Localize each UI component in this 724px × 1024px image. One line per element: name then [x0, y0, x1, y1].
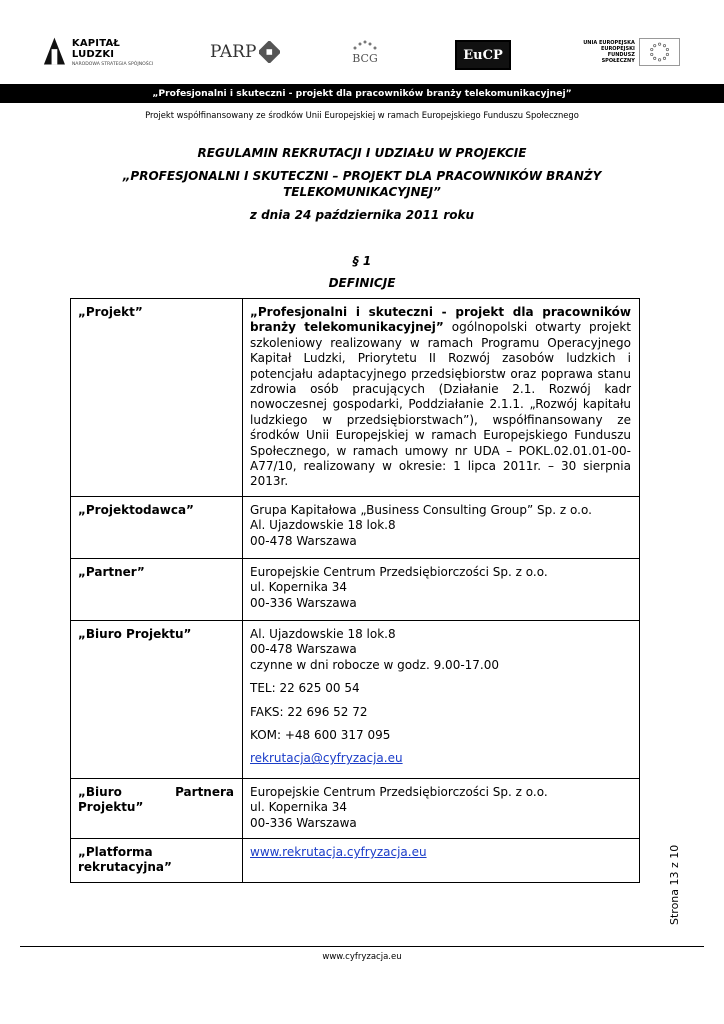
biuro-faks: FAKS: 22 696 52 72: [250, 704, 368, 719]
kapital-ludzki-subtitle: NARODOWA STRATEGIA SPÓJNOŚCI: [71, 61, 154, 67]
eu-flag-icon: [639, 38, 680, 66]
desc-biuro-projektu: [243, 621, 640, 779]
term-projektodawca: „Projektodawca”: [71, 497, 243, 559]
desc-partner: [243, 559, 640, 621]
page-number: Strona 13 z 10: [668, 844, 681, 925]
biuro-hours: czynne w dni robocze w godz. 9.00-17.00: [250, 657, 500, 672]
projektodawca-line2: Al. Ujazdowskie 18 lok.8: [250, 518, 396, 533]
table-row: [71, 839, 640, 883]
partner-line1: Europejskie Centrum Przedsiębiorczości Sp. z o.o.: [250, 565, 548, 579]
bcg-logo: [340, 30, 390, 74]
projektodawca-line1: Grupa Kapitałowa „Business Consulting Group” Sp. z o.o.: [250, 503, 592, 517]
table-row: [71, 299, 640, 497]
term-partner: „Partner”: [71, 559, 243, 621]
bcg-stars-icon: [350, 40, 380, 52]
table-row: [71, 779, 640, 839]
cofinancing-note: Projekt współfinansowany ze środków Unii Europejskiej w ramach Europejskiego Funduszu Społecznego: [145, 110, 579, 120]
projektodawca-line3: 00-478 Warszawa: [250, 533, 357, 548]
definitions-table: [70, 298, 640, 883]
project-description: ogólnopolski otwarty projekt szkoleniowy realizowany w ramach Programu Operacyjnego Kapitał Ludzki, Priorytetu II Rozwój zasobów ludzkich i potencjału adaptacyjnego przedsiębiorstw oraz poprawa stanu zdrowia osób pracujących (Działanie 2.1. Rozwój kadr nowoczesnej gospodarki, Poddziałanie 2.1.1. „Rozwój kapitału ludzkiego w przedsiębiorstwach”), współfinansowany ze środków Unii Europejskiej w ramach Europejskiego Funduszu Społecznego, w ramach umowy nr UDA – POKL.02.01.01-00-A77/10, realizowany w okresie: 1 lipca 2011r. – 30 sierpnia 2013r.: [250, 320, 631, 489]
project-name-bold: „Profesjonalni i skuteczni - projekt dla pracowników branży telekomunikacyjnej”: [250, 305, 631, 335]
ue-line1: UNIA EUROPEJSKA: [583, 40, 635, 46]
kapital-ludzki-logo: [42, 30, 162, 74]
table-row: [71, 497, 640, 559]
partner-line2: ul. Kopernika 34: [250, 580, 348, 595]
kapital-ludzki-title: KAPITAŁ LUDZKI: [71, 37, 121, 60]
eucp-text: EuCP: [463, 47, 503, 63]
table-row: [71, 621, 640, 779]
project-name-line2: TELEKOMUNIKACYJNEJ”: [283, 185, 441, 199]
term-biuro-partnera-word2: Partnera: [175, 785, 234, 799]
bcg-text: BCG: [352, 51, 378, 65]
desc-platforma: [243, 839, 640, 883]
platforma-url-link[interactable]: www.rekrutacja.cyfryzacja.eu: [250, 845, 427, 859]
ue-line2: EUROPEJSKI: [600, 46, 635, 52]
eucp-logo: [455, 40, 511, 70]
section-name: DEFINICJE: [328, 276, 396, 290]
term-biuro-projektu: „Biuro Projektu”: [71, 621, 243, 779]
partner-line3: 00-336 Warszawa: [250, 595, 357, 610]
regulation-title: REGULAMIN REKRUTACJI I UDZIAŁU W PROJEKCIE: [197, 146, 527, 160]
biuro-email-link[interactable]: rekrutacja@cyfryzacja.eu: [250, 751, 403, 766]
term-projekt: „Projekt”: [71, 299, 243, 497]
biuro-kom: KOM: +48 600 317 095: [250, 728, 391, 743]
desc-projekt: [243, 299, 640, 497]
term-platforma-word1: „Platforma: [78, 845, 153, 859]
biuro-partnera-line2: ul. Kopernika 34: [250, 800, 348, 815]
logo-strip: [0, 30, 724, 78]
footer-url: www.cyfryzacja.eu: [322, 952, 402, 962]
biuro-tel: TEL: 22 625 00 54: [250, 681, 360, 696]
desc-biuro-partnera: [243, 779, 640, 839]
footer-divider: [20, 946, 704, 947]
term-biuro-partnera: [71, 779, 243, 839]
biuro-partnera-line3: 00-336 Warszawa: [250, 815, 357, 830]
biuro-partnera-line1: Europejskie Centrum Przedsiębiorczości Sp. z o.o.: [250, 785, 548, 799]
desc-projektodawca: [243, 497, 640, 559]
term-platforma-word2: rekrutacyjna”: [78, 860, 172, 875]
parp-logo: [210, 30, 280, 74]
term-biuro-partnera-word3: Projektu”: [78, 800, 144, 815]
regulation-date: z dnia 24 października 2011 roku: [249, 208, 475, 222]
ue-line3: FUNDUSZ SPOŁECZNY: [601, 52, 635, 64]
biuro-line1: Al. Ujazdowskie 18 lok.8: [250, 627, 396, 641]
biuro-line2: 00-478 Warszawa: [250, 642, 357, 657]
term-biuro-partnera-word1: „Biuro: [78, 785, 122, 799]
parp-emblem-icon: [259, 41, 280, 63]
parp-text: PARP: [210, 42, 257, 62]
kapital-ludzki-emblem-icon: [42, 35, 67, 69]
table-row: [71, 559, 640, 621]
term-platforma: [71, 839, 243, 883]
section-number: § 1: [352, 254, 372, 268]
ue-logo: [580, 30, 680, 74]
project-banner: „Profesjonalni i skuteczni - projekt dla pracowników branży telekomunikacyjnej”: [0, 84, 724, 103]
project-name-line1: „PROFESJONALNI I SKUTECZNI – PROJEKT DLA PRACOWNIKÓW BRANŻY: [122, 169, 602, 183]
